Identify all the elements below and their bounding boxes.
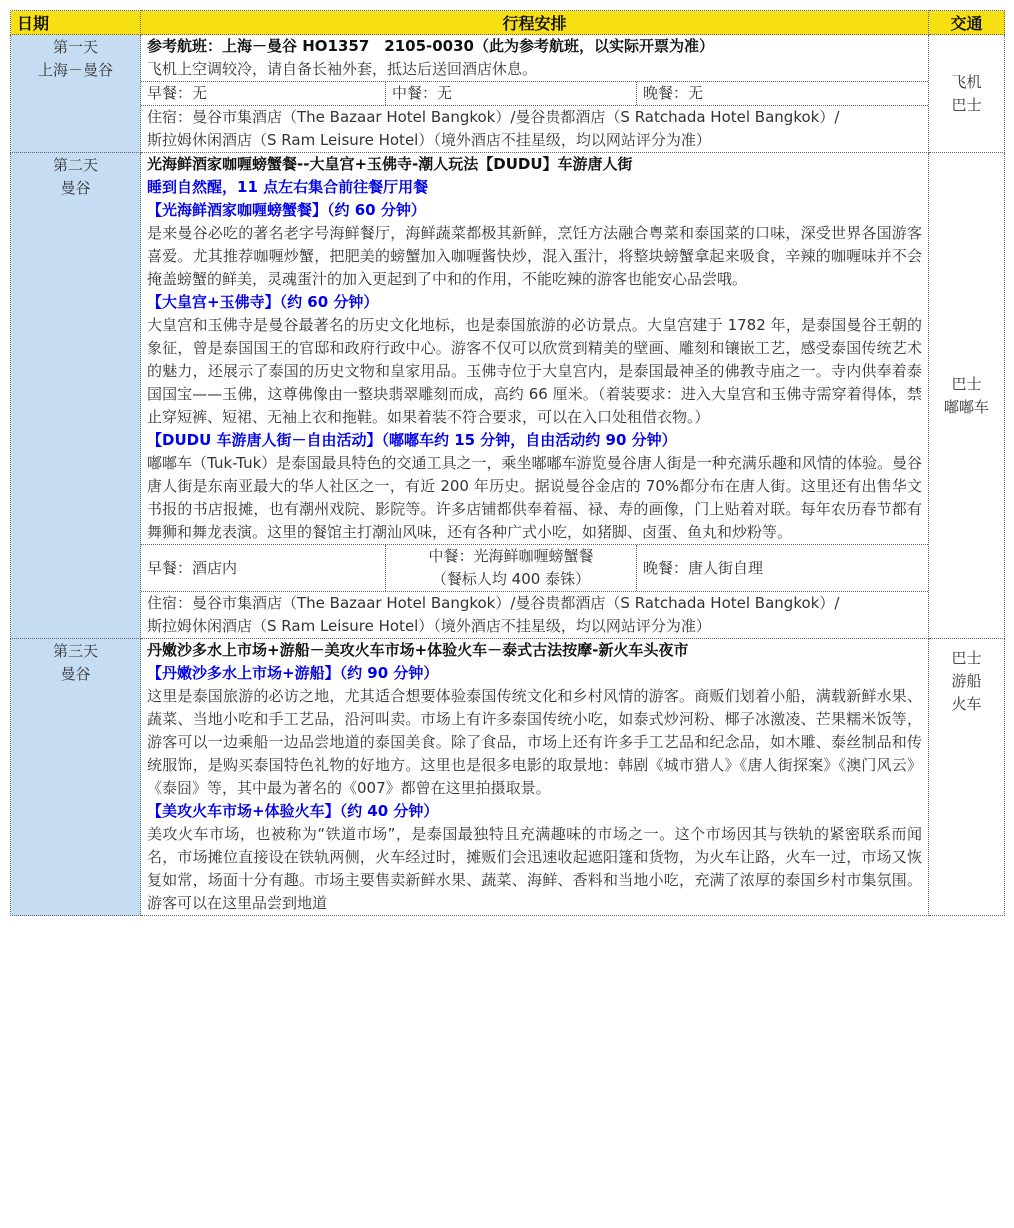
- day-content: [141, 35, 929, 153]
- day-place: 曼谷: [60, 665, 91, 683]
- day-subtitle: 睡到自然醒，11 点左右集合前往餐厅用餐: [147, 178, 429, 196]
- section-text: 嘟嘟车（Tuk-Tuk）是泰国最具特色的交通工具之一，乘坐嘟嘟车游览曼谷唐人街是一种充满乐趣和风情的体验。曼谷唐人街是东南亚最大的华人社区之一，有近 200 年历史。据说曼谷金店的 70%都分布在唐人街。这里还有出售华文书报的书店报摊，也有潮州戏院、影院等。许多店铺都供奉着福、禄、寿的画像，门上贴着对联。每年农历春节都有舞狮和舞龙表演。这里的餐馆主打潮汕风味，还有各种广式小吃，如猪脚、卤蛋、鱼丸和炒粉等。: [147, 454, 922, 541]
- section-heading: 【大皇宫+玉佛寺】（约 60 分钟）: [147, 293, 379, 311]
- transport-item: 巴士: [951, 95, 982, 114]
- day-cell: [11, 35, 141, 153]
- day-place: 上海－曼谷: [37, 61, 113, 79]
- meals-row: [141, 81, 928, 106]
- day-note: 飞机上空调较冷，请自备长袖外套，抵达后送回酒店休息。: [147, 60, 538, 78]
- transport-cell: [929, 35, 1005, 153]
- lodging: [147, 106, 922, 152]
- transport-cell: [929, 153, 1005, 639]
- day-title: 丹嫩沙多水上市场+游船－美攻火车市场+体验火车－泰式古法按摩-新火车头夜市: [147, 641, 689, 659]
- lunch: [386, 545, 637, 591]
- table-row-day3: [11, 639, 1005, 916]
- lodging-line: 斯拉姆休闲酒店（S Ram Leisure Hotel）（境外酒店不挂星级，均以网站评分为准）: [147, 131, 711, 149]
- section-text: 是来曼谷必吃的著名老字号海鲜餐厅，海鲜蔬菜都极其新鲜，烹饪方法融合粤菜和泰国菜的口味，深受世界各国游客喜爱。尤其推荐咖喱炒蟹，把肥美的螃蟹加入咖喱酱快炒，混入蛋汁，将整块螃蟹拿起来吸食，辛辣的咖喱味并不会掩盖螃蟹的鲜美，灵魂蛋汁的加入更起到了中和的作用，不能吃辣的游客也能安心品尝哦。: [147, 224, 922, 288]
- section-heading: 【美攻火车市场+体验火车】（约 40 分钟）: [147, 802, 439, 820]
- lunch: 中餐：无: [386, 82, 637, 105]
- section-heading: 【光海鲜酒家咖喱螃蟹餐】（约 60 分钟）: [147, 201, 426, 219]
- header-itinerary: 行程安排: [141, 11, 929, 35]
- section-text: 这里是泰国旅游的必访之地，尤其适合想要体验泰国传统文化和乡村风情的游客。商贩们划着小船，满载新鲜水果、蔬菜、当地小吃和手工艺品，沿河叫卖。市场上有许多泰国传统小吃，如泰式炒河粉、椰子冰激凌、芒果糯米饭等，游客可以一边乘船一边品尝地道的泰国美食。除了食品，市场上还有许多手工艺品和纪念品，如木雕、泰丝制品和传统服饰，是购买泰国特色礼物的好地方。这里也是很多电影的取景地：韩剧《城市猎人》《唐人街探案》《澳门风云》《泰囧》等，其中最为著名的《007》都曾在这里拍摄取景。: [147, 687, 922, 797]
- transport-item: 游船: [951, 672, 982, 690]
- meals-row: [141, 544, 928, 592]
- breakfast: 早餐：酒店内: [141, 545, 386, 591]
- section-text: 美攻火车市场，也被称为“铁道市场”，是泰国最独特且充满趣味的市场之一。这个市场因其与铁轨的紧密联系而闻名，市场摊位直接设在铁轨两侧，火车经过时，摊贩们会迅速收起遮阳篷和货物，为火车让路，火车一过，市场又恢复如常，场面十分有趣。市场主要售卖新鲜水果、蔬菜、海鲜、香料和当地小吃，充满了浓厚的泰国乡村市集氛围。游客可以在这里品尝到地道: [147, 825, 922, 912]
- header-date: 日期: [11, 11, 141, 35]
- day-cell: [11, 153, 141, 639]
- dinner: 晚餐：无: [643, 84, 704, 102]
- section-heading: 【DUDU 车游唐人街－自由活动】（嘟嘟车约 15 分钟，自由活动约 90 分钟）: [147, 431, 677, 449]
- itinerary-table: [10, 10, 1005, 916]
- table-header-row: [11, 11, 1005, 35]
- day-label: 第二天: [52, 156, 98, 174]
- day-label: 第三天: [52, 642, 98, 660]
- day-cell: [11, 639, 141, 916]
- day-label: 第一天: [52, 38, 98, 56]
- header-transport: 交通: [929, 11, 1005, 35]
- day-place: 曼谷: [60, 179, 91, 197]
- itinerary-page: [10, 10, 1004, 916]
- table-row-day2: [11, 153, 1005, 639]
- transport-cell: [929, 639, 1005, 916]
- transport-item: 巴士: [951, 649, 982, 667]
- lodging: [147, 592, 922, 638]
- table-row-day1: [11, 35, 1005, 153]
- transport-item: 火车: [951, 695, 982, 713]
- section-heading: 【丹嫩沙多水上市场+游船】（约 90 分钟）: [147, 664, 439, 682]
- lunch-note: （餐标人均 400 泰铢）: [431, 570, 591, 588]
- transport-item: 飞机: [951, 72, 982, 91]
- day-title: 参考航班：上海－曼谷 HO1357 2105-0030（此为参考航班，以实际开票为准）: [147, 37, 714, 55]
- lodging-line: 斯拉姆休闲酒店（S Ram Leisure Hotel）（境外酒店不挂星级，均以网站评分为准）: [147, 617, 711, 635]
- section-text: 大皇宫和玉佛寺是曼谷最著名的历史文化地标，也是泰国旅游的必访景点。大皇宫建于 1782 年，是泰国曼谷王朝的象征，曾是泰国国王的官邸和政府行政中心。游客不仅可以欣赏到精美的壁画、雕刻和镶嵌工艺，感受泰国传统艺术的魅力，还展示了泰国的历史文物和皇家用品。玉佛寺位于大皇宫内，是泰国最神圣的佛教寺庙之一。寺内供奉着泰国国宝——玉佛，这尊佛像由一整块翡翠雕刻而成，高约 66 厘米。（着装要求：进入大皇宫和玉佛寺需穿着得体，禁止穿短裤、短裙、无袖上衣和拖鞋。如果着装不符合要求，可以在入口处租借衣物。）: [147, 316, 922, 426]
- day-content: [141, 639, 929, 916]
- day-title: 光海鲜酒家咖喱螃蟹餐--大皇宫+玉佛寺-潮人玩法【DUDU】车游唐人街: [147, 155, 633, 173]
- lodging-line: 住宿：曼谷市集酒店（The Bazaar Hotel Bangkok）/曼谷贵都酒店（S Ratchada Hotel Bangkok）/: [147, 594, 840, 612]
- day-content: [141, 153, 929, 639]
- transport-item: 嘟嘟车: [943, 397, 989, 416]
- transport-item: 巴士: [951, 374, 982, 393]
- dinner: 晚餐：唐人街自理: [643, 558, 764, 577]
- lunch-label: 中餐：光海鲜咖喱螃蟹餐: [428, 547, 594, 565]
- lodging-line: 住宿：曼谷市集酒店（The Bazaar Hotel Bangkok）/曼谷贵都酒店（S Ratchada Hotel Bangkok）/: [147, 108, 840, 126]
- breakfast: 早餐：无: [141, 82, 386, 105]
